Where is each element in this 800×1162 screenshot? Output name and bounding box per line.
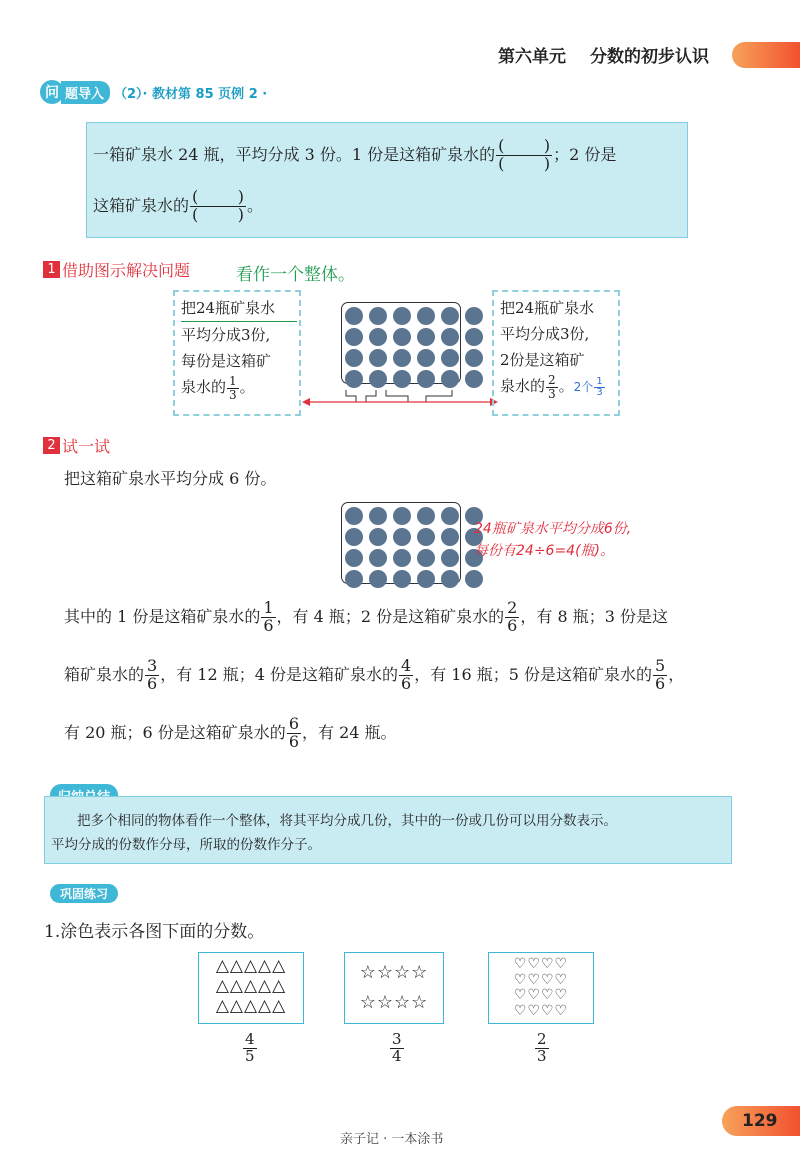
answer-line2: 箱矿泉水的 $\frac{3}{6}$ ，有 12 瓶；4 份是这箱矿泉水的 $\frac{4}{6}$ ，有 16 瓶；5 份是这箱矿泉水的 $\frac{5}{6}$ ， — [64, 656, 685, 693]
problem-line2: 这箱矿泉水的 ( ) ( ) 。 — [93, 189, 263, 224]
problem-line1: 一箱矿泉水 24 瓶，平均分成 3 份。1 份是这箱矿泉水的 ( ) ( ) ；2 份是 — [93, 138, 616, 173]
bottle-dot — [465, 570, 483, 588]
header-banner — [732, 42, 800, 68]
bottle-dot — [369, 507, 387, 525]
bottle-dot — [369, 370, 387, 388]
bottle-dot — [369, 528, 387, 546]
q1-title: 1.涂色表示各图下面的分数。 — [44, 922, 265, 942]
bottle-dot — [393, 570, 411, 588]
answer-line1: 其中的 1 份是这箱矿泉水的 $\frac{1}{6}$ ，有 4 瓶；2 份是这箱矿泉水的 $\frac{2}{6}$ ，有 8 瓶；3 份是这 — [64, 598, 668, 635]
bottle-grid-3parts — [341, 302, 461, 384]
bottle-dot — [393, 307, 411, 325]
bottle-dot — [465, 370, 483, 388]
page-number: 129 — [722, 1106, 800, 1136]
red-note: 24瓶矿泉水平均分成6份, 每份有24÷6=4(瓶)。 — [474, 521, 632, 559]
intro-badge-char: 问 — [40, 80, 64, 104]
right-box: 把24瓶矿泉水 平均分成3份, 2份是这箱矿 泉水的 $\frac{2}{3}$ 。2个 $\frac{1}{3}$ — [492, 290, 620, 416]
figure-hearts-fraction: $\frac{2}{3}$ — [537, 1030, 547, 1065]
section2-heading: 2 试一试 — [43, 434, 110, 457]
section1-heading: 1 借助图示解决问题 — [43, 258, 190, 281]
try-text: 把这箱矿泉水平均分成 6 份。 — [64, 469, 277, 488]
bottle-dot — [345, 349, 363, 367]
bottle-dot — [417, 570, 435, 588]
bottle-dot — [441, 349, 459, 367]
bottle-dot — [441, 549, 459, 567]
summary-box: 把多个相同的物体看作一个整体，将其平均分成几份，其中的一份或几份可以用分数表示。 平均分成的份数作分母，所取的份数作分子。 — [44, 796, 732, 864]
bottle-dot — [369, 549, 387, 567]
bottle-dot — [465, 328, 483, 346]
figure-triangles[interactable]: △△△△△ △△△△△ △△△△△ — [198, 952, 304, 1024]
figure-stars[interactable]: ☆☆☆☆ ☆☆☆☆ — [344, 952, 444, 1024]
bottle-dot — [345, 507, 363, 525]
bottle-dot — [441, 570, 459, 588]
bottle-dot — [441, 307, 459, 325]
blank-fraction[interactable] — [496, 138, 552, 173]
bottle-dot — [417, 349, 435, 367]
blue-note: 2个 $\frac{1}{3}$ — [573, 375, 603, 398]
bottle-grid-6parts — [341, 502, 461, 584]
bottle-dot — [393, 328, 411, 346]
bottle-dot — [441, 370, 459, 388]
problem-box — [86, 122, 688, 238]
bottle-dot — [345, 528, 363, 546]
bottle-dot — [417, 328, 435, 346]
figure-hearts[interactable]: ♡♡♡♡ ♡♡♡♡ ♡♡♡♡ ♡♡♡♡ — [488, 952, 594, 1024]
bottle-dot — [369, 307, 387, 325]
answer-line3: 有 20 瓶；6 份是这箱矿泉水的 $\frac{6}{6}$ ，有 24 瓶。 — [64, 714, 397, 751]
footer-brand: 亲子记 · 一本涂书 — [340, 1132, 444, 1147]
figure-triangles-fraction: $\frac{4}{5}$ — [245, 1030, 255, 1065]
brace-arrows — [300, 388, 500, 418]
bottle-dot — [417, 507, 435, 525]
intro-badge — [40, 81, 267, 103]
left-box: 把24瓶矿泉水 平均分成3份, 每份是这箱矿 泉水的 $\frac{1}{3}$ 。 — [173, 290, 301, 416]
intro-badge-rest: 题导入 — [61, 81, 110, 104]
bottle-dot — [345, 370, 363, 388]
bottle-dot — [417, 307, 435, 325]
figure-stars-fraction: $\frac{3}{4}$ — [392, 1030, 402, 1065]
bottle-dot — [345, 570, 363, 588]
bottle-dot — [369, 328, 387, 346]
intro-ref: （2）· 教材第 85 页例 2 · — [114, 86, 268, 102]
bottle-dot — [393, 507, 411, 525]
bottle-dot — [417, 549, 435, 567]
bottle-dot — [345, 328, 363, 346]
bottle-dot — [441, 507, 459, 525]
bottle-dot — [441, 328, 459, 346]
bottle-dot — [465, 349, 483, 367]
blank-fraction[interactable] — [190, 189, 246, 224]
bottle-dot — [393, 528, 411, 546]
practice-badge: 巩固练习 — [50, 884, 118, 903]
bottle-dot — [393, 349, 411, 367]
bottle-dot — [345, 549, 363, 567]
bottle-dot — [465, 307, 483, 325]
bottle-dot — [369, 349, 387, 367]
bottle-dot — [417, 528, 435, 546]
green-note: 看作一个整体。 — [236, 265, 355, 285]
header-unit: 第六单元 — [498, 47, 566, 67]
bottle-dot — [345, 307, 363, 325]
bottle-dot — [393, 370, 411, 388]
bottle-dot — [417, 370, 435, 388]
bottle-dot — [369, 570, 387, 588]
bottle-dot — [441, 528, 459, 546]
bottle-dot — [393, 549, 411, 567]
header-chapter: 分数的初步认识 — [590, 47, 709, 67]
